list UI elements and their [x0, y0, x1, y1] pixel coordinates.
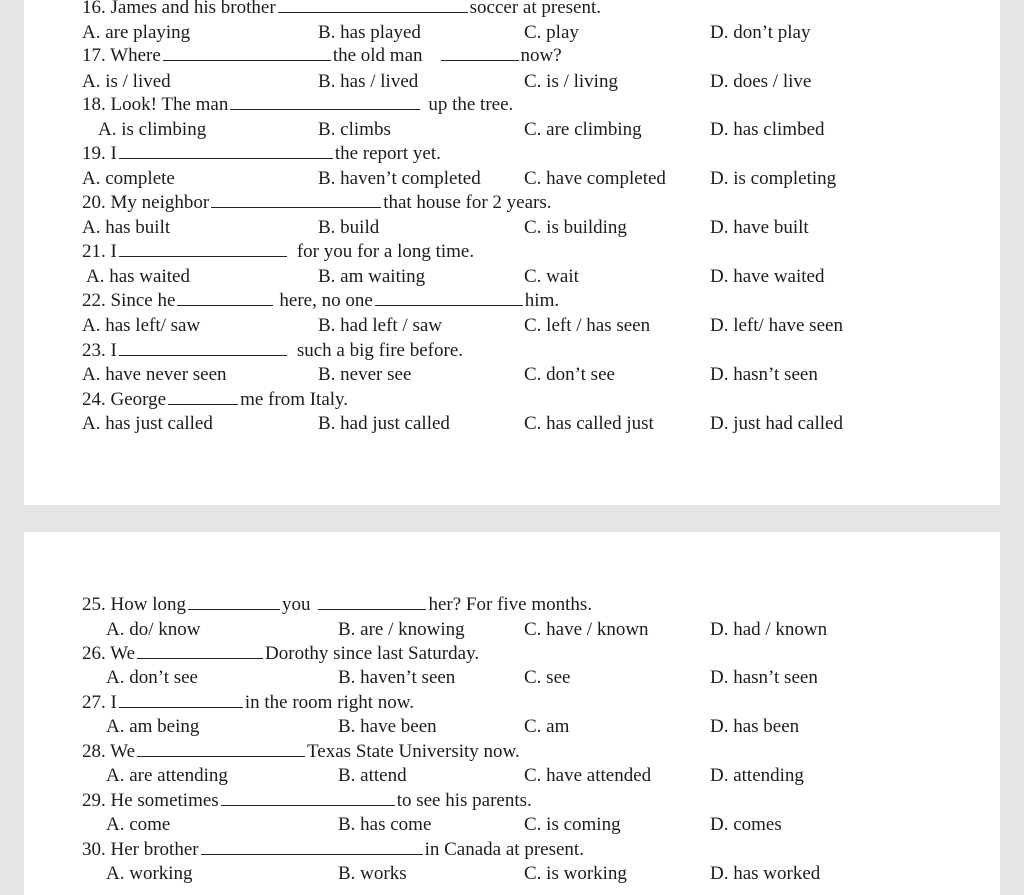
option-a[interactable]: A. is climbing [98, 119, 207, 140]
question-29: 29. He sometimes to see his parents. [82, 790, 532, 811]
option-d[interactable]: D. has climbed [710, 119, 825, 140]
question-20: 20. My neighbor that house for 2 years. [82, 192, 552, 213]
option-c[interactable]: C. has called just [524, 413, 654, 434]
question-18: 18. Look! The man up the tree. [82, 94, 514, 115]
answer-blank[interactable] [375, 290, 523, 306]
option-a[interactable]: A. working [106, 863, 193, 884]
option-a[interactable]: A. are attending [106, 765, 228, 786]
question-24: 24. George me from Italy. [82, 389, 349, 410]
option-c[interactable]: C. have / known [524, 619, 649, 640]
option-b[interactable]: B. attend [338, 765, 407, 786]
answer-blank[interactable] [137, 643, 263, 659]
option-d[interactable]: D. comes [710, 814, 782, 835]
answer-blank[interactable] [119, 241, 287, 257]
option-c[interactable]: C. left / has seen [524, 315, 651, 336]
option-c[interactable]: C. wait [524, 266, 579, 287]
option-a[interactable]: A. am being [106, 716, 200, 737]
option-d[interactable]: D. have waited [710, 266, 825, 287]
option-d[interactable]: D. attending [710, 765, 804, 786]
option-c[interactable]: C. is building [524, 217, 627, 238]
answer-blank[interactable] [137, 741, 305, 757]
option-c[interactable]: C. are climbing [524, 119, 642, 140]
answer-blank[interactable] [119, 692, 243, 708]
answer-blank[interactable] [163, 45, 331, 61]
option-c[interactable]: C. is working [524, 863, 627, 884]
option-b[interactable]: B. never see [318, 364, 412, 385]
answer-blank[interactable] [211, 192, 381, 208]
option-d[interactable]: D. does / live [710, 71, 812, 92]
option-b[interactable]: B. has come [338, 814, 432, 835]
option-d[interactable]: D. had / known [710, 619, 828, 640]
answer-blank[interactable] [441, 45, 519, 61]
question-21: 21. I for you for a long time. [82, 241, 475, 262]
answer-blank[interactable] [318, 594, 426, 610]
option-a[interactable]: A. have never seen [82, 364, 227, 385]
option-d[interactable]: D. hasn’t seen [710, 667, 818, 688]
option-d[interactable]: D. is completing [710, 168, 837, 189]
question-16: 16. James and his brother soccer at present. [82, 0, 601, 19]
option-b[interactable]: B. am waiting [318, 266, 426, 287]
option-a[interactable]: A. do/ know [106, 619, 201, 640]
question-27: 27. I in the room right now. [82, 692, 415, 713]
question-17: 17. Where the old man now? [82, 45, 562, 66]
question-30: 30. Her brother in Canada at present. [82, 839, 584, 860]
question-26: 26. We Dorothy since last Saturday. [82, 643, 480, 664]
option-c[interactable]: C. is / living [524, 71, 618, 92]
worksheet-page-1 [24, 0, 1000, 505]
option-a[interactable]: A. has just called [82, 413, 213, 434]
option-a[interactable]: A. has waited [86, 266, 190, 287]
question-23: 23. I such a big fire before. [82, 340, 464, 361]
option-b[interactable]: B. has / lived [318, 71, 419, 92]
option-d[interactable]: D. left/ have seen [710, 315, 843, 336]
option-b[interactable]: B. have been [338, 716, 437, 737]
answer-blank[interactable] [168, 389, 238, 405]
option-d[interactable]: D. has worked [710, 863, 821, 884]
option-b[interactable]: B. are / knowing [338, 619, 465, 640]
option-c[interactable]: C. is coming [524, 814, 621, 835]
answer-blank[interactable] [221, 790, 395, 806]
option-c[interactable]: C. see [524, 667, 571, 688]
option-b[interactable]: B. had just called [318, 413, 450, 434]
option-b[interactable]: B. haven’t seen [338, 667, 456, 688]
option-c[interactable]: C. have completed [524, 168, 666, 189]
answer-blank[interactable] [177, 290, 273, 306]
option-b[interactable]: B. haven’t completed [318, 168, 481, 189]
answer-blank[interactable] [188, 594, 280, 610]
option-b[interactable]: B. climbs [318, 119, 391, 140]
option-a[interactable]: A. is / lived [82, 71, 171, 92]
option-a[interactable]: A. are playing [82, 22, 191, 43]
question-25: 25. How long you her? For five months. [82, 594, 593, 615]
worksheet-page-2 [24, 532, 1000, 895]
answer-blank[interactable] [201, 839, 423, 855]
option-a[interactable]: A. come [106, 814, 171, 835]
option-c[interactable]: C. am [524, 716, 570, 737]
option-a[interactable]: A. don’t see [106, 667, 198, 688]
answer-blank[interactable] [119, 340, 287, 356]
option-a[interactable]: A. has left/ saw [82, 315, 201, 336]
option-b[interactable]: B. had left / saw [318, 315, 443, 336]
answer-blank[interactable] [230, 94, 420, 110]
option-d[interactable]: D. hasn’t seen [710, 364, 818, 385]
option-b[interactable]: B. works [338, 863, 407, 884]
option-c[interactable]: C. play [524, 22, 579, 43]
option-d[interactable]: D. have built [710, 217, 809, 238]
answer-blank[interactable] [119, 143, 333, 159]
option-a[interactable]: A. complete [82, 168, 175, 189]
option-d[interactable]: D. just had called [710, 413, 843, 434]
answer-blank[interactable] [278, 0, 468, 13]
option-a[interactable]: A. has built [82, 217, 171, 238]
option-d[interactable]: D. don’t play [710, 22, 811, 43]
option-b[interactable]: B. has played [318, 22, 421, 43]
option-c[interactable]: C. don’t see [524, 364, 615, 385]
option-b[interactable]: B. build [318, 217, 380, 238]
question-19: 19. I the report yet. [82, 143, 441, 164]
option-d[interactable]: D. has been [710, 716, 800, 737]
question-22: 22. Since he here, no one him. [82, 290, 560, 311]
question-28: 28. We Texas State University now. [82, 741, 520, 762]
option-c[interactable]: C. have attended [524, 765, 652, 786]
